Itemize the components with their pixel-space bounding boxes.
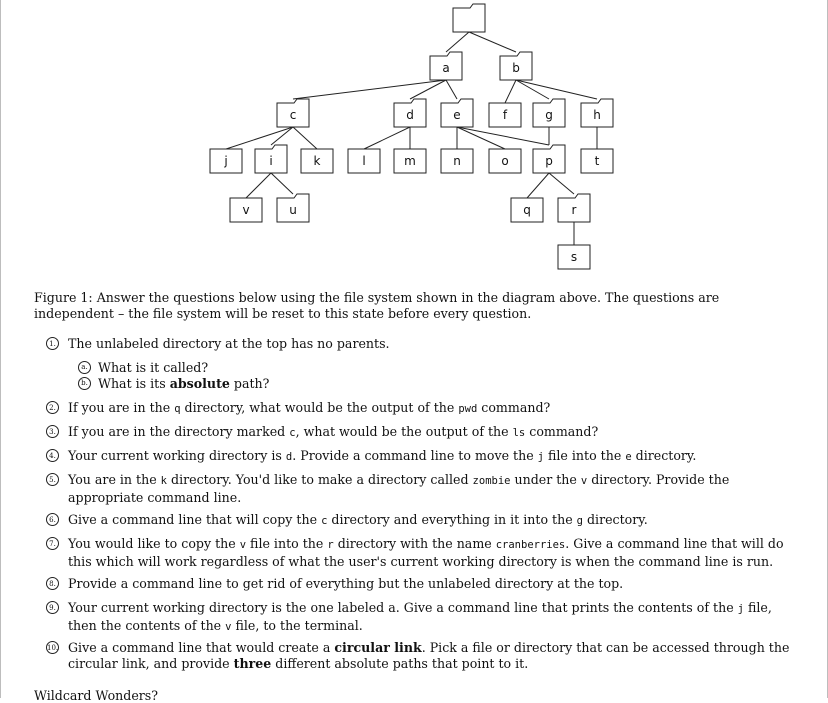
node-label: u [289, 203, 297, 217]
tree-edge-a-c [293, 80, 446, 99]
question-text: You would like to copy the v file into the r directory with the name cranberries. Give a command line that will do this which will work regardless of what the user's current working directory is when the command line is run. [68, 536, 784, 569]
question-8 [46, 576, 794, 592]
question-number: b. [78, 377, 91, 390]
question-text: The unlabeled directory at the top has no parents. [68, 336, 390, 351]
question-number: 1. [46, 337, 59, 350]
directory-node-d [394, 99, 426, 127]
tree-edge-root-b [469, 32, 516, 52]
node-label: e [453, 108, 461, 122]
question-number: 4. [46, 449, 59, 462]
question-1 [46, 336, 794, 352]
tree-edge-e-p [457, 127, 549, 145]
node-label: t [594, 154, 600, 168]
tree-edge-i-u [271, 173, 293, 194]
figure-caption-text: Answer the questions below using the file system shown in the diagram above. The questions are independent – the file system will be reset to this state before every question. [34, 290, 720, 321]
node-label: h [593, 108, 601, 122]
question-5 [46, 472, 794, 505]
file-node-s [558, 245, 590, 269]
question-1a [78, 360, 208, 376]
question-text: If you are in the directory marked c, what would be the output of the ls command? [68, 424, 599, 439]
question-10 [46, 640, 794, 671]
tree-edge-root-a [446, 32, 469, 52]
directory-node-p [533, 145, 565, 173]
tree-edge-a-e [446, 80, 457, 99]
question-number: 9. [46, 601, 59, 614]
node-label: m [404, 154, 416, 168]
tree-edge-a-d [410, 80, 446, 99]
question-number: 5. [46, 473, 59, 486]
tree-edge-p-r [549, 173, 574, 194]
file-node-l [348, 149, 380, 173]
file-node-o [489, 149, 521, 173]
node-label: l [362, 154, 366, 168]
question-text: If you are in the q directory, what would be the output of the pwd command? [68, 400, 551, 415]
file-node-f [489, 103, 521, 127]
file-node-n [441, 149, 473, 173]
question-number: 7. [46, 537, 59, 550]
question-4 [46, 448, 794, 466]
tree-edge-d-l [364, 127, 410, 149]
directory-node-a [430, 52, 462, 80]
node-label: c [289, 108, 297, 122]
node-label: g [545, 108, 553, 122]
directory-node-i [255, 145, 287, 173]
node-label: n [453, 154, 461, 168]
node-label: j [224, 154, 228, 168]
question-text: Your current working directory is d. Provide a command line to move the j file into the e directory. [68, 448, 697, 463]
figure-label: Figure 1: [34, 290, 93, 305]
question-text: What is it called? [98, 360, 209, 375]
question-9 [46, 600, 794, 635]
tree-edge-i-v [246, 173, 271, 198]
node-label: d [406, 108, 414, 122]
node-label: o [501, 154, 509, 168]
directory-node-root [453, 4, 485, 32]
question-6 [46, 512, 794, 530]
tree-edge-c-i [271, 127, 293, 145]
question-text: Give a command line that would create a circular link. Pick a file or directory that can be accessed through the circular link, and provide three different absolute paths that point to it. [68, 640, 790, 671]
question-number: 8. [46, 577, 59, 590]
directory-node-r [558, 194, 590, 222]
question-text: You are in the k directory. You'd like to make a directory called zombie under the v directory. Provide the appropriate command line. [68, 472, 730, 505]
node-label: b [512, 61, 520, 75]
question-7 [46, 536, 794, 569]
tree-edge-p-q [527, 173, 549, 198]
question-number: 3. [46, 425, 59, 438]
directory-node-b [500, 52, 532, 80]
tree-edge-b-f [505, 80, 516, 103]
tree-edge-b-g [516, 80, 549, 99]
node-label: k [313, 154, 321, 168]
file-node-t [581, 149, 613, 173]
question-text: Provide a command line to get rid of everything but the unlabeled directory at the top. [68, 576, 624, 591]
node-label: v [242, 203, 250, 217]
question-3 [46, 424, 794, 442]
figure-caption [34, 290, 792, 322]
question-text: Give a command line that will copy the c directory and everything in it into the g directory. [68, 512, 648, 527]
node-label: p [545, 154, 553, 168]
tree-edge-b-h [516, 80, 597, 99]
file-node-m [394, 149, 426, 173]
node-label: r [571, 203, 577, 217]
question-number: a. [78, 361, 91, 374]
file-node-q [511, 198, 543, 222]
question-2 [46, 400, 794, 418]
question-number: 2. [46, 401, 59, 414]
directory-node-u [277, 194, 309, 222]
question-number: 10. [46, 641, 59, 654]
node-label: q [523, 203, 531, 217]
file-system-tree-diagram [0, 0, 828, 280]
file-node-v [230, 198, 262, 222]
node-label: i [269, 154, 273, 168]
file-node-k [301, 149, 333, 173]
question-text: What is its absolute path? [98, 376, 270, 391]
node-label: f [502, 108, 508, 122]
node-label: s [570, 250, 578, 264]
directory-node-e [441, 99, 473, 127]
node-label: a [442, 61, 450, 75]
directory-node-h [581, 99, 613, 127]
question-text: Your current working directory is the one labeled a. Give a command line that prints the contents of the j file, then the contents of the v file, to the terminal. [68, 600, 772, 633]
directory-node-g [533, 99, 565, 127]
tree-edge-c-k [293, 127, 317, 149]
question-number: 6. [46, 513, 59, 526]
directory-node-c [277, 99, 309, 127]
tree-edge-e-o [457, 127, 505, 149]
next-section-heading-cut: Wildcard Wonders? [34, 688, 159, 703]
file-node-j [210, 149, 242, 173]
question-1b [78, 376, 269, 392]
